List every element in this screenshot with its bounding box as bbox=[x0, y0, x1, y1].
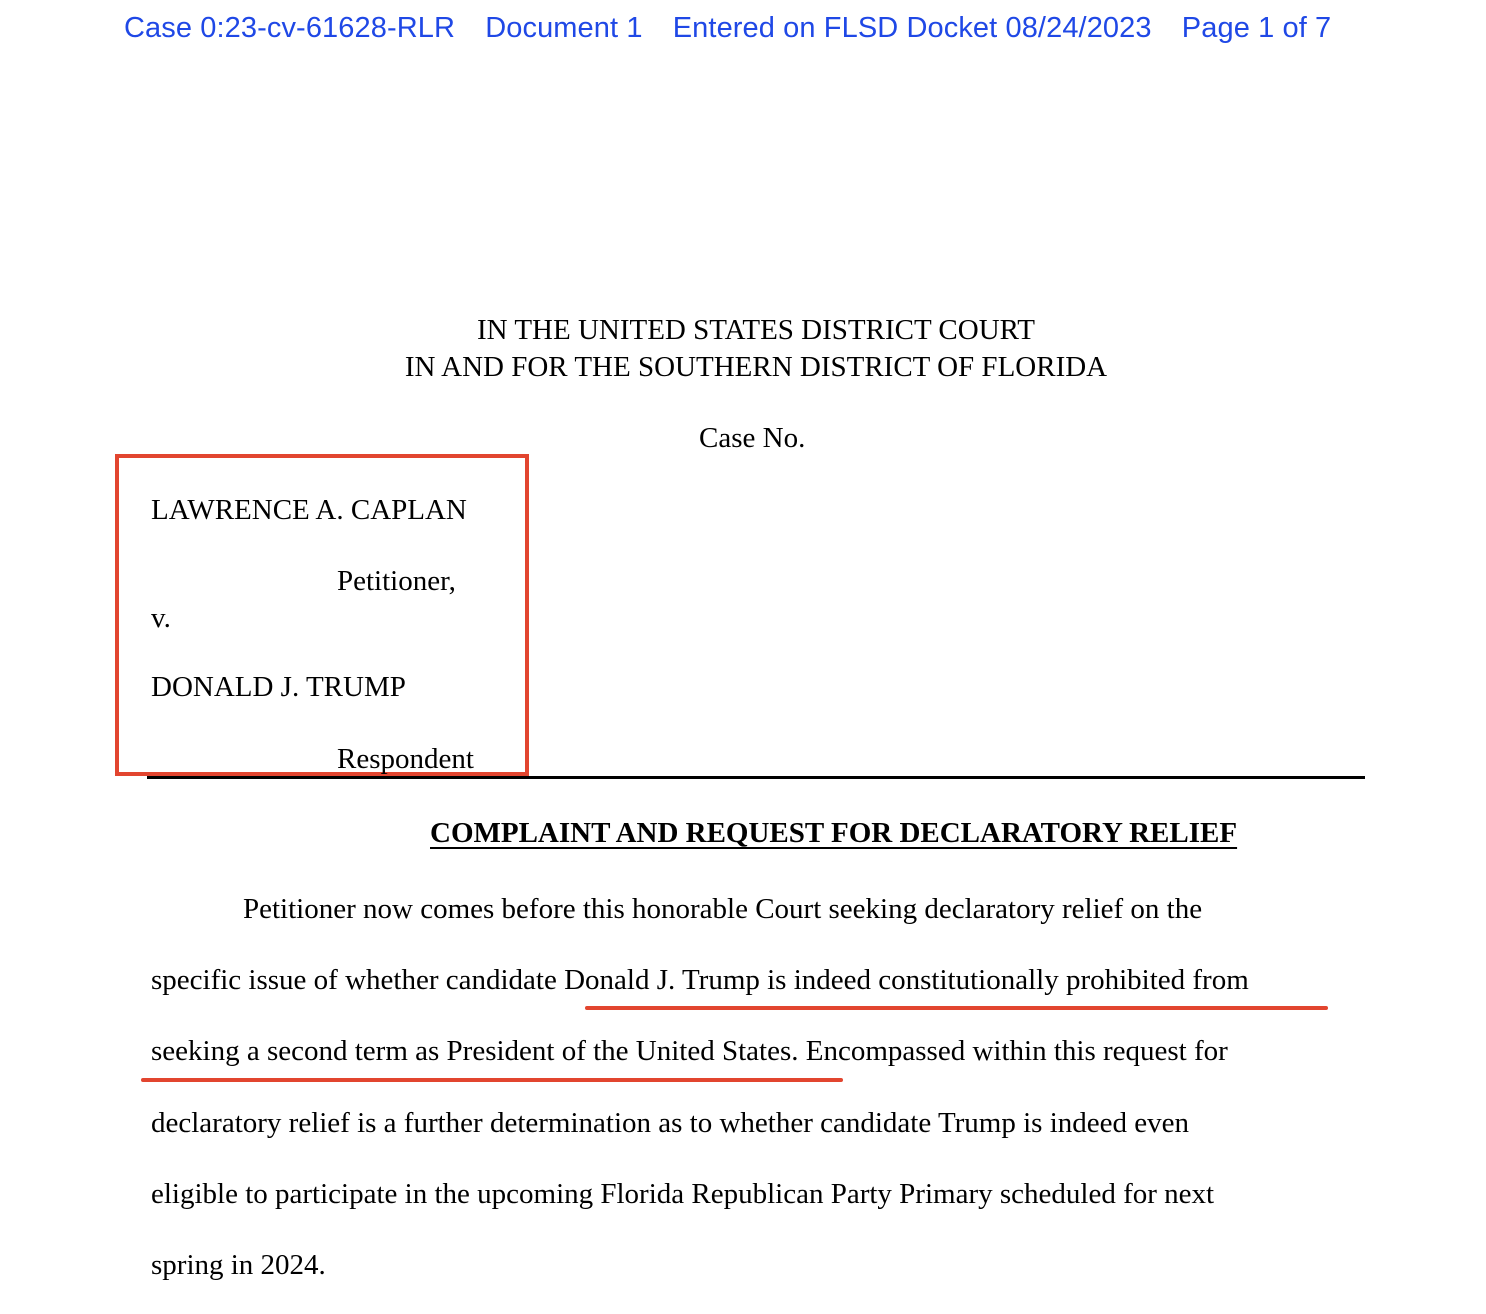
versus-label: v. bbox=[151, 602, 171, 634]
body-line-4: declaratory relief is a further determination as to whether candidate Trump is indeed even bbox=[151, 1107, 1189, 1139]
petitioner-name: LAWRENCE A. CAPLAN bbox=[151, 494, 467, 526]
court-name-line-2: IN AND FOR THE SOUTHERN DISTRICT OF FLORIDA bbox=[404, 351, 1108, 383]
docket-entered-date: Entered on FLSD Docket 08/24/2023 bbox=[672, 12, 1152, 44]
document-title: COMPLAINT AND REQUEST FOR DECLARATORY RELIEF bbox=[430, 817, 1238, 849]
body-line-2: specific issue of whether candidate Donald J. Trump is indeed constitutionally prohibited from bbox=[151, 964, 1249, 996]
body-line-1: Petitioner now comes before this honorable Court seeking declaratory relief on the bbox=[243, 893, 1203, 925]
respondent-role: Respondent bbox=[337, 743, 474, 775]
case-number-label: Case No. bbox=[699, 422, 806, 454]
docket-document-number: Document 1 bbox=[485, 12, 643, 44]
body-line-5: eligible to participate in the upcoming Florida Republican Party Primary scheduled for next bbox=[151, 1178, 1215, 1210]
respondent-name: DONALD J. TRUMP bbox=[151, 671, 406, 703]
body-line-6: spring in 2024. bbox=[151, 1249, 326, 1281]
docket-page-number: Page 1 of 7 bbox=[1181, 12, 1332, 44]
docket-case-number: Case 0:23-cv-61628-RLR bbox=[124, 12, 456, 44]
red-annotation-underline-2 bbox=[141, 1078, 843, 1082]
body-line-3: seeking a second term as President of the United States. Encompassed within this request for bbox=[151, 1035, 1228, 1067]
docket-header bbox=[124, 12, 1331, 45]
petitioner-role: Petitioner, bbox=[337, 565, 456, 597]
red-annotation-underline-1 bbox=[585, 1006, 1328, 1010]
court-name-line-1: IN THE UNITED STATES DISTRICT COURT bbox=[477, 314, 1035, 346]
caption-divider bbox=[147, 776, 1365, 779]
